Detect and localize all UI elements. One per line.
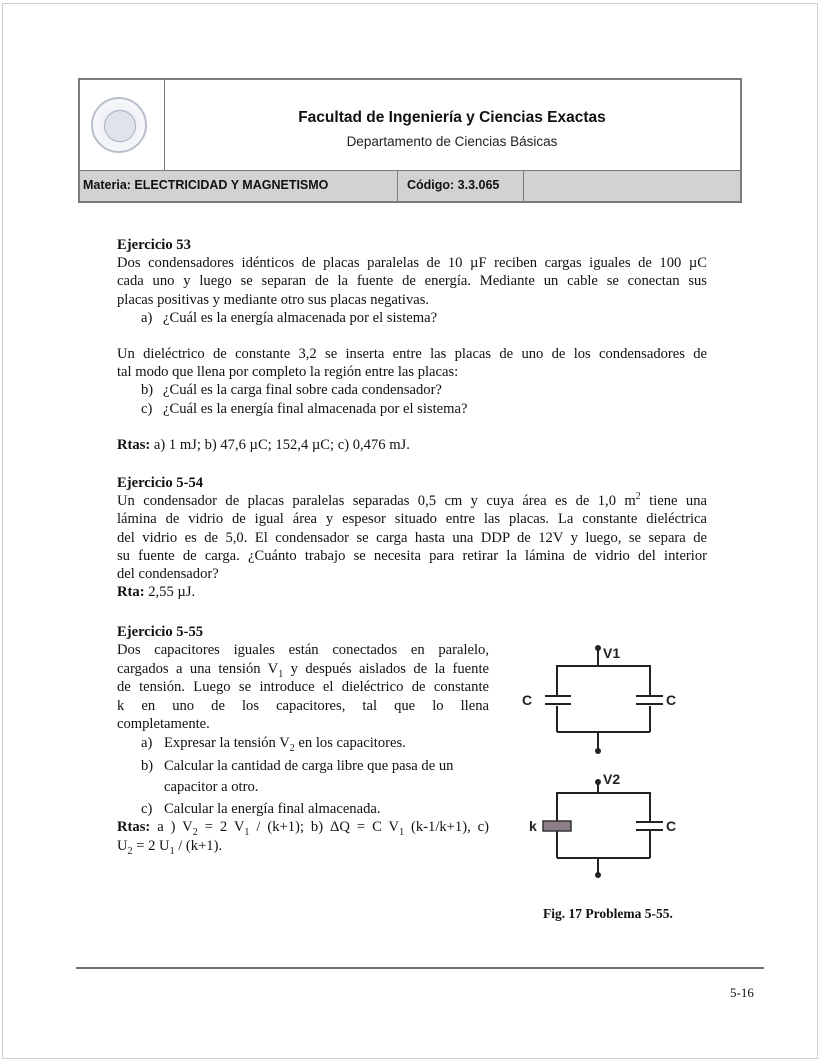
exercise-title: Ejercicio 5-55 — [117, 624, 204, 640]
exercise-title: Ejercicio 53 — [117, 237, 191, 253]
svg-text:V1: V1 — [603, 645, 621, 661]
svg-text:C: C — [666, 818, 677, 834]
exercise-title: Ejercicio 5-54 — [117, 475, 204, 492]
question-b: b) ¿Cuál es la carga final sobre cada condensador? — [141, 382, 442, 399]
question-c: c) Calcular la energía final almacenada. — [141, 800, 381, 817]
answer: Rta: 2,55 µJ. — [117, 584, 196, 601]
title-cell — [164, 80, 740, 170]
question-b: b) Calcular la cantidad de carga libre que pasa de un capacitor a otro. — [141, 757, 454, 795]
document-header — [78, 78, 742, 203]
exercise-5-55: Ejercicio 5-55 Dos capacitores iguales están conectados en paralelo, cargados a una tensión $V_1$ y después aislados de la fuente de tensión. Luego se introduce el dieléctrico de constante k en uno de los capacitores, tal que lo llena completamente. a) Expresar la tensión $V_2$ en los capacitores. b) Calcular la cantidad de carga libre que pasa de un capacitor a otro. c) Calcular la energía final almacenada. Rtas: a ) $V_2 = 2$ $V_1 / (k+1)$; b) ΔQ = C $V_1$ (k-1/k+1), c) $U_2 = 2$ $U_1 / (k+1)$. — [117, 624, 490, 857]
question-a: a) Expresar la tensión $V_2$ en los capacitores. — [141, 735, 406, 755]
circuit-diagram — [515, 638, 695, 908]
department-subtitle: Departamento de Ciencias Básicas — [346, 134, 558, 149]
university-seal-icon — [91, 97, 147, 153]
institution-title: Facultad de Ingeniería y Ciencias Exactas — [298, 109, 606, 126]
logo-cell — [80, 80, 165, 170]
answers: Rtas: a) 1 mJ; b) 47,6 µC; 152,4 µC; c) 0,476 mJ. — [117, 436, 410, 453]
svg-text:V2: V2 — [603, 771, 621, 787]
header-top-row — [80, 80, 740, 171]
header-info-row — [80, 171, 740, 201]
page-number: 5-16 — [730, 985, 754, 1000]
exercise-statement: Dos condensadores idénticos de placas paralelas de 10 µF reciben cargas iguales de 100 µC cada uno y luego se separan de la fuente de energía. Mediante un cable se conectan sus placas positivas y mediante otro sus placas negativas. — [117, 255, 707, 308]
exercise-53 — [117, 236, 707, 454]
circuit-figure — [515, 638, 695, 938]
empty-cell — [525, 171, 740, 201]
svg-text:k: k — [529, 818, 537, 834]
figure-caption: Fig. 17 Problema 5-55. — [543, 906, 673, 921]
exercise-5-54: Ejercicio 5-54 Un condensador de placas paralelas separadas 0,5 cm y cuya área es de 1,0 $m^2$ tiene una lámina de vidrio de igual área y espesor situado entre las placas. La constante dieléctrica del vidrio es de 5,0. El condensador se carga hasta una DDP de 12V y luego, se separa de su fuente de carga. ¿Cuánto trabajo se necesita para retirar la lámina de vidrio del interior del condensador? Rta: 2,55 µJ. — [117, 475, 708, 601]
question-a: a) ¿Cuál es la energía almacenada por el sistema? — [141, 309, 438, 326]
subject-cell: Materia: ELECTRICIDAD Y MAGNETISMO — [80, 171, 398, 201]
course-code-cell: Código: 3.3.065 — [399, 171, 524, 201]
main-content — [117, 236, 707, 601]
footer-divider — [76, 967, 764, 969]
svg-text:C: C — [522, 692, 533, 708]
dielectric-statement: Un dieléctrico de constante 3,2 se inserta entre las placas de uno de los condensadores de tal modo que llena por completo la región entre las placas: — [117, 346, 707, 381]
answers: Rtas: a ) $V_2 = 2$ $V_1 / (k+1)$; b) ΔQ = C $V_1$ (k-1/k+1), c) — [117, 819, 490, 839]
svg-text:C: C — [666, 692, 677, 708]
question-c: c) ¿Cuál es la energía final almacenada por el sistema? — [141, 400, 468, 417]
